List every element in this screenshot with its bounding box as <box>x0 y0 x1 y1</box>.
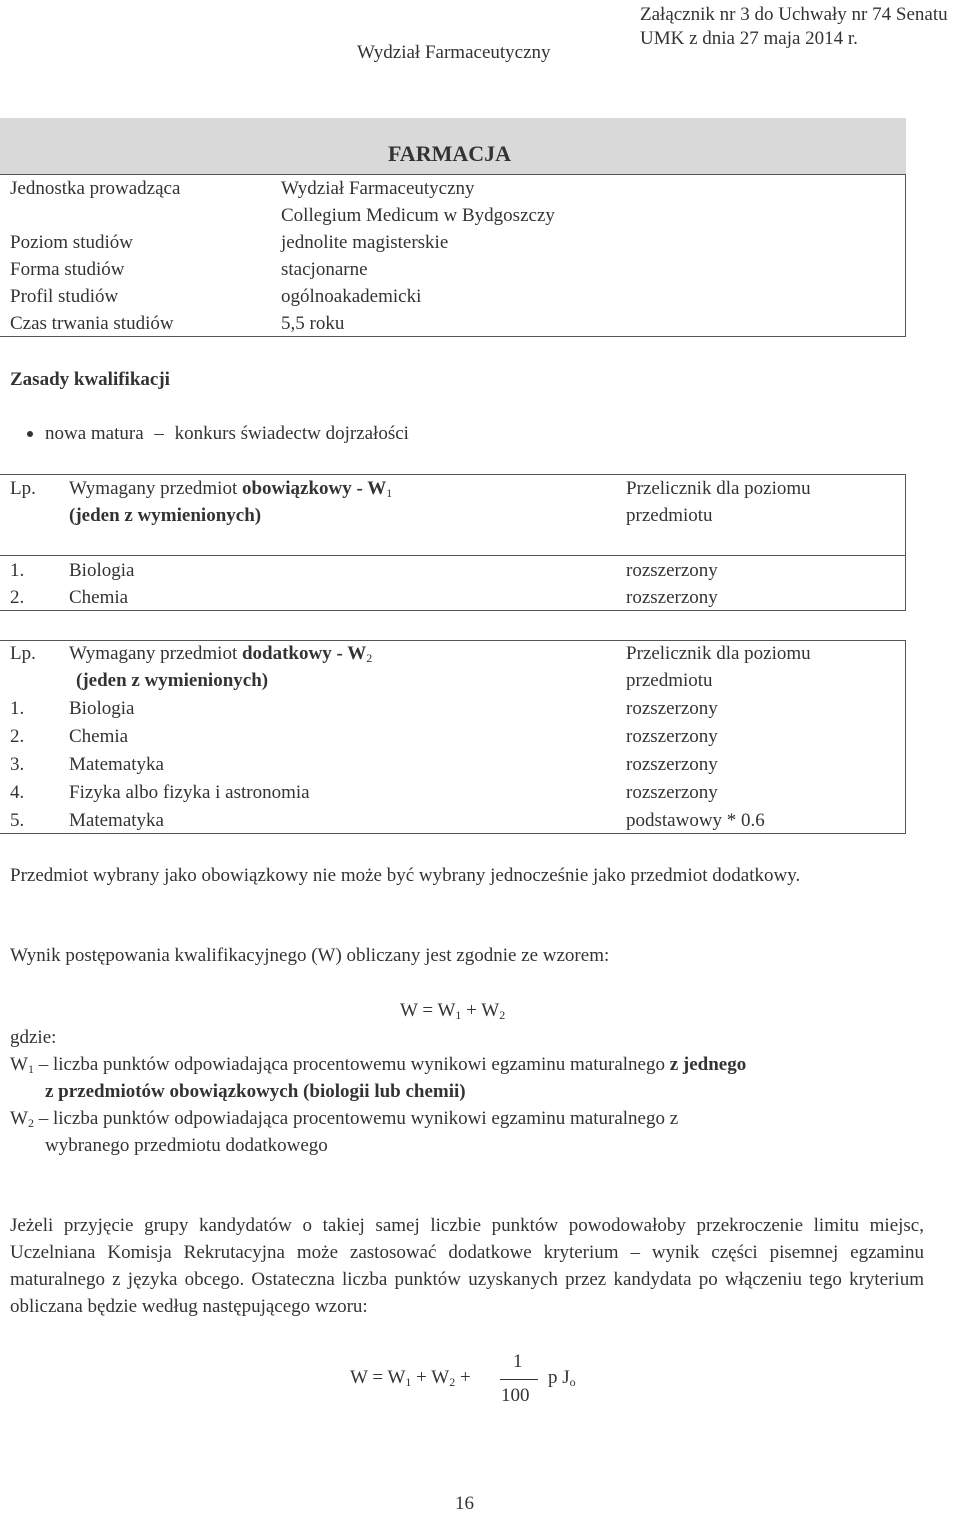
formula2-tail-text: p J <box>548 1367 570 1388</box>
subject-header-bold: obowiązkowy - W <box>241 478 387 499</box>
w1-text: – liczba punktów odpowiadająca procentowemu wynikowi egzaminu maturalnego <box>33 1054 670 1075</box>
formula-plus: + W <box>461 1000 500 1021</box>
row-subject: Matematyka <box>69 810 164 831</box>
info-value: ogólnoakademicki <box>281 286 422 307</box>
row-lp: 5. <box>10 810 25 831</box>
row-level: rozszerzony <box>626 782 718 803</box>
subject-header-bold: dodatkowy - W <box>241 643 367 664</box>
info-label: Czas trwania studiów <box>10 313 174 334</box>
table-divider <box>0 555 906 556</box>
faculty-header: Wydział Farmaceutyczny <box>357 42 551 63</box>
program-title: FARMACJA <box>388 141 512 166</box>
annex-line-1: Załącznik nr 3 do Uchwały nr 74 Senatu <box>640 4 948 25</box>
info-label: Profil studiów <box>10 286 119 307</box>
row-lp: 1. <box>10 560 25 581</box>
row-lp: 3. <box>10 754 25 775</box>
subject-header-text: Wymagany przedmiot <box>69 478 242 499</box>
w2-definition <box>10 1105 678 1132</box>
final-score-formula <box>350 1364 471 1391</box>
bullet-part-1: nowa matura <box>45 423 144 444</box>
w2-definition-cont: wybranego przedmiotu dodatkowego <box>45 1135 328 1156</box>
bullet-part-2: konkurs świadectw dojrzałości <box>174 423 409 444</box>
row-subject: Biologia <box>69 698 135 719</box>
column-header-conversion: Przelicznik dla poziomu <box>626 643 811 664</box>
column-header-conversion-2: przedmiotu <box>626 670 713 691</box>
w1-definition <box>10 1051 746 1078</box>
formula2-tail <box>548 1364 576 1391</box>
w1-bold: z jednego <box>669 1054 747 1075</box>
formula2-plus-2: + <box>455 1367 471 1388</box>
info-value: Collegium Medicum w Bydgoszczy <box>281 205 555 226</box>
info-value: stacjonarne <box>281 259 368 280</box>
tiebreak-paragraph: Jeżeli przyjęcie grupy kandydatów o takiej samej liczbie punktów powodowałoby przekroczenie limitu miejsc, Uczelniana Komisja Rekrutacyjna może zastosować dodatkowe kryterium – wynik części pisemnej egzaminu maturalnego z języka obcego. Ostateczna liczba punktów uzyskanych przez kandydata po włączeniu tego kryterium obliczana będzie według następującego wzoru: <box>10 1215 924 1317</box>
column-header-subject <box>69 640 372 667</box>
row-level: rozszerzony <box>626 698 718 719</box>
info-label: Forma studiów <box>10 259 125 280</box>
formula2-sub-1: 1 <box>405 1375 412 1389</box>
formula-lhs: W = W <box>400 1000 456 1021</box>
fraction-bar <box>500 1379 538 1380</box>
row-level: rozszerzony <box>626 754 718 775</box>
w2-symbol: W <box>10 1108 28 1129</box>
column-header-lp: Lp. <box>10 643 36 664</box>
row-level: rozszerzony <box>626 587 718 608</box>
column-header-subject <box>69 475 392 502</box>
bullet-dash: – <box>154 423 164 444</box>
row-subject: Matematyka <box>69 754 164 775</box>
row-lp: 4. <box>10 782 25 803</box>
subject-header-text: Wymagany przedmiot <box>69 643 242 664</box>
w1-definition-cont: z przedmiotów obowiązkowych (biologii lub chemii) <box>45 1081 466 1102</box>
row-lp: 2. <box>10 726 25 747</box>
info-value: Wydział Farmaceutyczny <box>281 178 475 199</box>
subject-header-sub: 1 <box>386 486 393 500</box>
column-header-subject-note: (jeden z wymienionych) <box>76 670 269 691</box>
column-header-lp: Lp. <box>10 478 36 499</box>
row-subject: Fizyka albo fizyka i astronomia <box>69 782 310 803</box>
row-lp: 2. <box>10 587 25 608</box>
column-header-subject-note: (jeden z wymienionych) <box>69 505 262 526</box>
info-value: 5,5 roku <box>281 313 345 334</box>
bullet-icon <box>27 431 33 437</box>
score-formula <box>400 997 505 1024</box>
row-subject: Chemia <box>69 587 129 608</box>
w1-symbol: W <box>10 1054 28 1075</box>
info-value: jednolite magisterskie <box>281 232 449 253</box>
qualification-heading: Zasady kwalifikacji <box>10 369 170 390</box>
formula-sub-2: 2 <box>499 1008 506 1022</box>
subject-choice-note: Przedmiot wybrany jako obowiązkowy nie może być wybrany jednocześnie jako przedmiot dodatkowy. <box>10 865 801 886</box>
annex-reference <box>640 3 948 51</box>
qualification-bullet <box>45 420 409 447</box>
column-header-conversion: Przelicznik dla poziomu <box>626 478 811 499</box>
formula2-lhs: W = W <box>350 1367 406 1388</box>
row-subject: Chemia <box>69 726 129 747</box>
column-header-conversion-2: przedmiotu <box>626 505 713 526</box>
w1-sub: 1 <box>27 1062 34 1076</box>
row-lp: 1. <box>10 698 25 719</box>
row-subject: Biologia <box>69 560 135 581</box>
row-level: rozszerzony <box>626 560 718 581</box>
fraction-denominator: 100 <box>501 1385 530 1406</box>
subject-header-sub: 2 <box>366 651 373 665</box>
where-label: gdzie: <box>10 1027 57 1048</box>
row-level: rozszerzony <box>626 726 718 747</box>
formula2-sub-2: 2 <box>449 1375 456 1389</box>
formula-sub-1: 1 <box>455 1008 462 1022</box>
page-number: 16 <box>455 1493 474 1514</box>
fraction-numerator: 1 <box>513 1351 523 1372</box>
w2-sub: 2 <box>27 1116 34 1130</box>
info-label: Jednostka prowadząca <box>10 178 181 199</box>
formula-intro: Wynik postępowania kwalifikacyjnego (W) obliczany jest zgodnie ze wzorem: <box>10 945 610 966</box>
formula2-plus: + W <box>411 1367 450 1388</box>
row-level: podstawowy * 0.6 <box>626 810 765 831</box>
formula2-tail-sub: o <box>569 1375 576 1389</box>
w2-text: – liczba punktów odpowiadająca procentowemu wynikowi egzaminu maturalnego z <box>33 1108 679 1129</box>
info-label: Poziom studiów <box>10 232 133 253</box>
annex-line-2: UMK z dnia 27 maja 2014 r. <box>640 28 858 49</box>
